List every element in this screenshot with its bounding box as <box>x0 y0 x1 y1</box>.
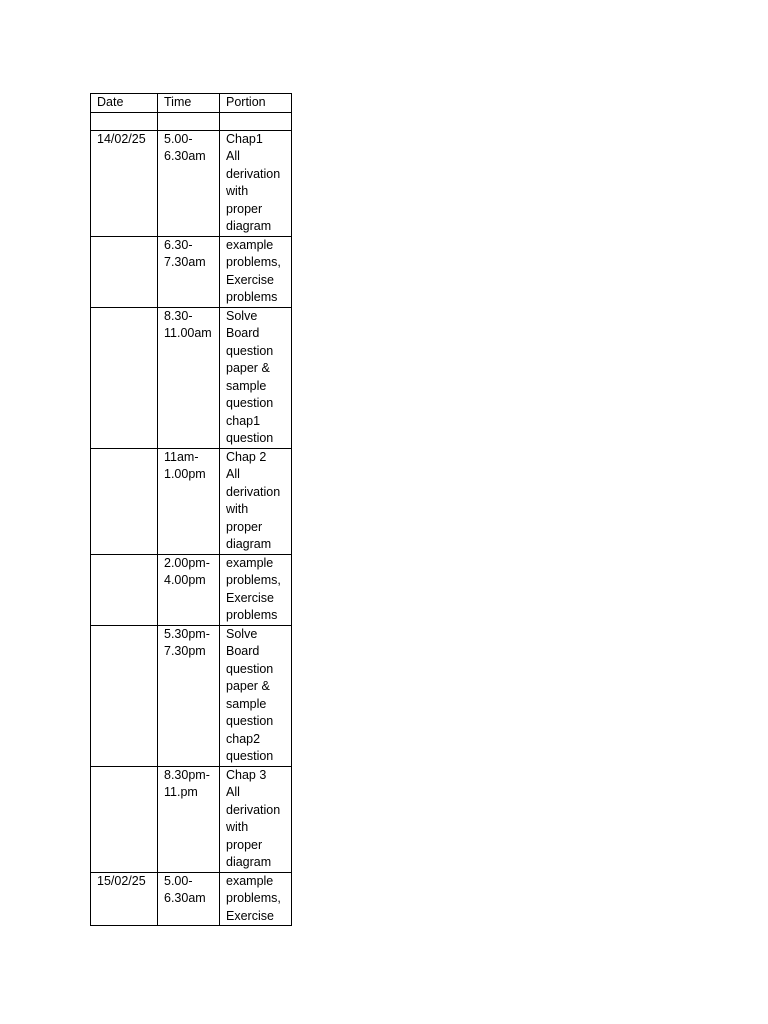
date-cell <box>91 625 158 766</box>
time-cell <box>158 130 220 236</box>
portion-text: example problems, Exercise <box>226 873 281 923</box>
blank-cell <box>91 112 158 130</box>
portion-cell <box>220 554 292 625</box>
portion-text: Solve Board question paper & sample question chap1 question <box>226 308 274 445</box>
table-row <box>91 554 292 625</box>
portion-text: example problems, Exercise problems <box>226 555 281 622</box>
date-cell <box>91 448 158 554</box>
date-cell <box>91 130 158 236</box>
header-row <box>91 94 292 113</box>
portion-cell <box>220 872 292 926</box>
table-row <box>91 448 292 554</box>
time-cell <box>158 448 220 554</box>
time-text: 5.00- 6.30am <box>164 873 206 905</box>
table-row <box>91 625 292 766</box>
time-cell <box>158 766 220 872</box>
time-cell <box>158 872 220 926</box>
portion-cell <box>220 448 292 554</box>
time-cell <box>158 236 220 307</box>
table-row <box>91 307 292 448</box>
table-row <box>91 872 292 926</box>
time-text: 11am- 1.00pm <box>164 449 206 481</box>
time-text: 6.30- 7.30am <box>164 237 206 269</box>
date-text: 15/02/25 <box>97 873 146 888</box>
time-text: 8.30- 11.00am <box>164 308 212 340</box>
date-cell <box>91 554 158 625</box>
time-text: 2.00pm- 4.00pm <box>164 555 210 587</box>
portion-text: example problems, Exercise problems <box>226 237 281 304</box>
portion-cell <box>220 236 292 307</box>
portion-text: Solve Board question paper & sample question chap2 question <box>226 626 274 763</box>
header-date: Date <box>91 94 158 113</box>
portion-cell <box>220 130 292 236</box>
time-cell <box>158 554 220 625</box>
table-row <box>91 236 292 307</box>
table-row <box>91 130 292 236</box>
time-text: 5.00- 6.30am <box>164 131 206 163</box>
portion-text: Chap 3 All derivation with proper diagram <box>226 767 281 869</box>
header-portion: Portion <box>220 94 292 113</box>
portion-cell <box>220 307 292 448</box>
study-schedule-table <box>90 93 292 926</box>
time-cell <box>158 307 220 448</box>
portion-cell <box>220 766 292 872</box>
blank-cell <box>220 112 292 130</box>
date-cell <box>91 766 158 872</box>
blank-cell <box>158 112 220 130</box>
date-cell <box>91 236 158 307</box>
date-cell <box>91 307 158 448</box>
portion-text: Chap1 All derivation with proper diagram <box>226 131 281 233</box>
date-cell <box>91 872 158 926</box>
time-cell <box>158 625 220 766</box>
date-text: 14/02/25 <box>97 131 146 146</box>
portion-text: Chap 2 All derivation with proper diagram <box>226 449 281 551</box>
header-time: Time <box>158 94 220 113</box>
time-text: 5.30pm- 7.30pm <box>164 626 210 658</box>
time-text: 8.30pm- 11.pm <box>164 767 210 799</box>
table-row <box>91 766 292 872</box>
blank-row <box>91 112 292 130</box>
portion-cell <box>220 625 292 766</box>
